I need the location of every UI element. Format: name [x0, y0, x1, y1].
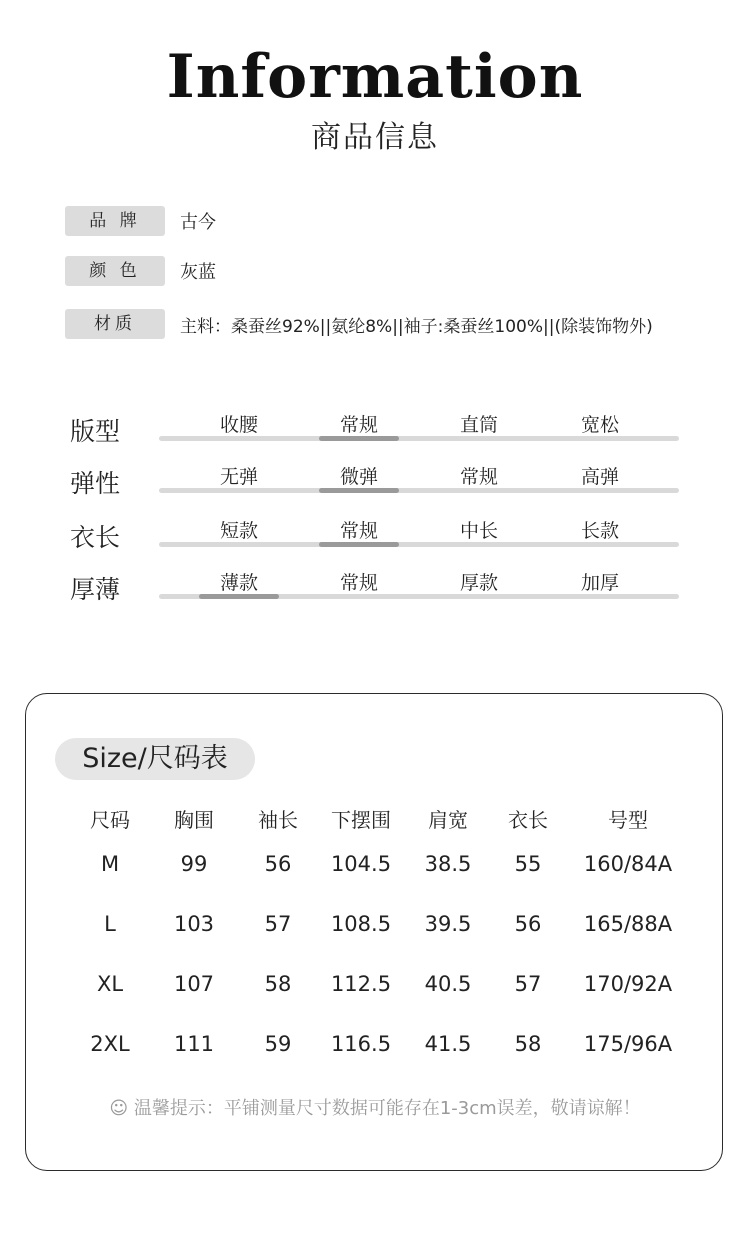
attribute-name: 厚薄 — [70, 575, 121, 604]
size-table-cell: 56 — [264, 852, 292, 876]
attribute-option: 短款 — [219, 520, 258, 542]
size-table-cell: 99 — [180, 852, 208, 876]
attribute-option: 常规 — [339, 572, 378, 594]
size-chart-title: Size/尺码表 — [55, 738, 255, 780]
size-table-cell: 57 — [514, 972, 542, 996]
size-table-header: 下摆围 — [331, 808, 391, 832]
attribute-option: 常规 — [339, 520, 378, 542]
attribute-option: 常规 — [339, 414, 378, 436]
attribute-track — [159, 542, 679, 547]
attribute-option: 厚款 — [459, 572, 498, 594]
size-table-cell: 41.5 — [424, 1032, 472, 1056]
attribute-option: 宽松 — [580, 414, 619, 436]
size-table-cell: 59 — [264, 1032, 292, 1056]
page-title-chinese: 商品信息 — [311, 120, 439, 155]
size-chart-card — [25, 693, 723, 1171]
attribute-option: 直筒 — [459, 414, 498, 436]
info-value: 灰蓝 — [180, 262, 216, 283]
size-table-cell: 107 — [173, 972, 215, 996]
size-table-cell: 39.5 — [424, 912, 472, 936]
size-table-header: 号型 — [608, 808, 648, 832]
attribute-option: 薄款 — [219, 572, 258, 594]
size-table-header: 袖长 — [258, 808, 298, 832]
info-value: 主料：桑蚕丝92%||氨纶8%||袖子:桑蚕丝100%||(除装饰物外) — [180, 316, 653, 337]
attribute-option: 加厚 — [580, 572, 619, 594]
size-table-cell: 40.5 — [424, 972, 472, 996]
size-table-header: 肩宽 — [428, 808, 468, 832]
size-table-cell: 38.5 — [424, 852, 472, 876]
attribute-option: 微弹 — [339, 466, 378, 488]
attribute-option: 无弹 — [219, 466, 258, 488]
size-table-header: 衣长 — [508, 808, 548, 832]
size-table-cell: 170/92A — [583, 972, 673, 996]
size-table-cell: 160/84A — [583, 852, 673, 876]
size-table-cell: 56 — [514, 912, 542, 936]
attribute-row — [70, 410, 680, 460]
attribute-selected-marker — [199, 594, 279, 599]
size-table-cell: 58 — [514, 1032, 542, 1056]
info-label: 颜 色 — [65, 256, 165, 286]
size-table-cell: 116.5 — [330, 1032, 392, 1056]
info-row-material — [65, 309, 653, 339]
size-table-cell: 108.5 — [330, 912, 392, 936]
attribute-row — [70, 516, 680, 566]
size-table-cell: L — [104, 912, 116, 936]
size-table-cell: 55 — [514, 852, 542, 876]
info-label: 材质 — [65, 309, 165, 339]
attribute-option: 收腰 — [219, 414, 258, 436]
size-table-cell: 111 — [173, 1032, 215, 1056]
size-table-cell: 103 — [173, 912, 215, 936]
attribute-selected-marker — [319, 488, 399, 493]
attribute-name: 衣长 — [70, 523, 121, 552]
attribute-option: 长款 — [580, 520, 619, 542]
size-table-cell: 2XL — [90, 1032, 130, 1056]
size-table-cell: XL — [96, 972, 124, 996]
attribute-track — [159, 488, 679, 493]
size-table-cell: 104.5 — [330, 852, 392, 876]
size-table-header: 胸围 — [174, 808, 214, 832]
page-title-english: Information — [166, 42, 584, 112]
size-table-cell: 112.5 — [330, 972, 392, 996]
size-table-header: 尺码 — [90, 808, 130, 832]
size-table-cell: 165/88A — [583, 912, 673, 936]
size-table-cell: M — [100, 852, 120, 876]
info-row-brand — [65, 206, 216, 236]
size-table-cell: 58 — [264, 972, 292, 996]
attribute-selected-marker — [319, 542, 399, 547]
attribute-name: 弹性 — [70, 469, 121, 498]
size-table-cell: 57 — [264, 912, 292, 936]
attribute-track — [159, 436, 679, 441]
attribute-name: 版型 — [70, 417, 121, 446]
info-row-color — [65, 256, 216, 286]
measurement-tip: ☺ 温馨提示：平铺测量尺寸数据可能存在1-3cm误差，敬请谅解！ — [109, 1098, 641, 1119]
attribute-row — [70, 568, 680, 618]
size-table-cell: 175/96A — [583, 1032, 673, 1056]
info-label: 品 牌 — [65, 206, 165, 236]
attribute-row — [70, 462, 680, 512]
attribute-track — [159, 594, 679, 599]
attribute-option: 常规 — [459, 466, 498, 488]
attribute-selected-marker — [319, 436, 399, 441]
attribute-option: 高弹 — [580, 466, 619, 488]
attribute-option: 中长 — [459, 520, 498, 542]
info-value: 古今 — [180, 212, 216, 233]
